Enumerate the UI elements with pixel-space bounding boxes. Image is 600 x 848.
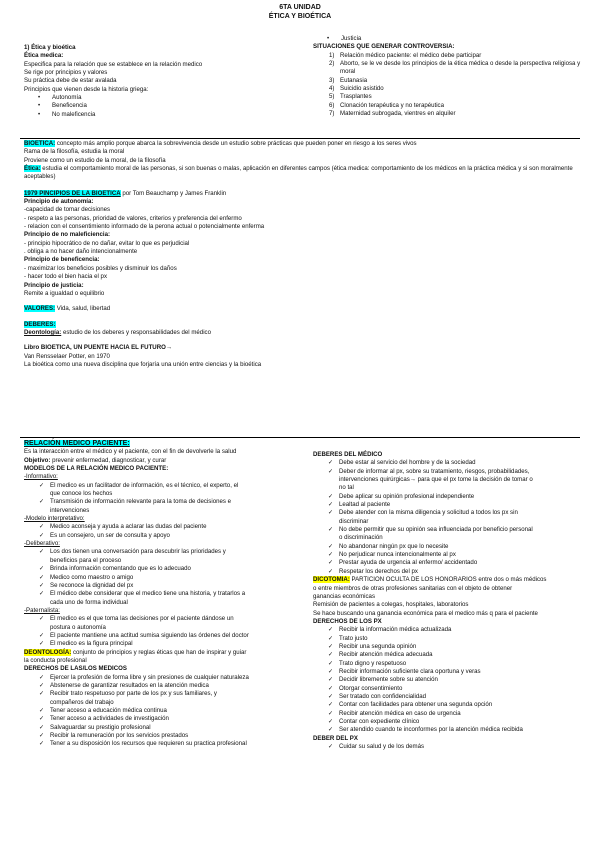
check-item [24,690,314,698]
item-text: Tener acceso a educación médica continua [50,707,167,714]
item-text: El medico es la figura principal [50,640,133,648]
check-item-continued [313,518,585,526]
item-text: Recibir una segunda opinión [339,642,417,650]
check-icon: ✓ [39,615,45,623]
item-text: Relación médico paciente: el médico debe participar [340,51,482,59]
item-number: 7) [329,110,335,118]
check-icon: ✓ [39,590,45,598]
controversy-item [313,52,585,60]
item-text: Deber de informar al px, sobre su tratamiento, riesgos, probabilidades, [339,467,530,475]
controversy-title: SITUACIONES QUE GENERAR CONTROVERSIA: [313,43,455,51]
check-item [24,590,314,598]
check-icon: ✓ [39,565,45,573]
page-subtitle: ÉTICA Y BIOÉTICA [268,13,332,20]
item-text: beneficios para el proceso [50,556,122,564]
divider [20,138,580,139]
check-icon: ✓ [328,492,334,500]
check-item [24,640,314,648]
deontologia-text: estudio de los deberes y responsabilidades del médico [61,328,211,336]
modelo-items [24,523,314,540]
item-text: El medico es el que toma las decisiones por el paciente dándose un [50,615,234,623]
check-icon: ✓ [328,509,334,517]
check-item [24,674,314,682]
check-icon: ✓ [328,501,334,509]
principio-item: - maximizar los beneficios posibles y disminuir los daños [24,264,177,272]
section-title: 1) Ética y bioética [24,44,76,51]
item-text: Debe aplicar su opinión profesional independiente [339,492,475,500]
text-line: o entre miembros de otras profesiones sanitarias con el objeto de obtener [313,584,513,592]
item-text: No debe permitir que su opinión sea influenciada por beneficio personal [339,526,533,534]
item-number: 2) [329,60,335,68]
check-item [24,574,314,582]
check-icon: ✓ [39,581,45,589]
check-icon: ✓ [328,651,334,659]
check-item-continued [313,534,585,542]
check-icon: ✓ [328,718,334,725]
check-icon: ✓ [328,709,334,717]
item-text: Recibir la remuneración por los servicios prestados [50,732,189,740]
item-text: Recibir la información médica actualizada [339,626,452,634]
check-item [313,651,585,659]
item-text: Medico como maestro o amigo [50,573,134,581]
item-text: Recibir atención médica en caso de urgencia [339,709,461,717]
section-etica-left [24,44,314,119]
check-icon: ✓ [39,481,45,489]
modelo-items [24,548,314,606]
item-text: Salvaguardar su prestigio profesional [50,723,151,731]
modelo-title: -Modelo interpretativo: [24,515,85,523]
item-text: Trasplantes [340,93,372,101]
check-icon: ✓ [328,459,334,467]
section-bioetica [24,140,584,369]
check-icon: ✓ [328,701,334,709]
check-item [313,568,585,576]
derechos-px-list [313,626,585,734]
check-icon: ✓ [39,715,45,723]
section-relacion-right [313,451,585,751]
item-text: o discriminación [339,534,383,542]
item-text: Se reconoce la dignidad del px [50,581,134,589]
check-icon: ✓ [39,732,45,740]
etica-text: estudia el comportamiento moral de las personas, si son buenas o malas, aplicación en diferentes campos (ética medica: comportamiento de los médicos en la práctica médica y si son moralmente aceptables) [24,165,573,181]
valores-label: VALORES: [24,305,56,313]
check-icon: ✓ [39,548,45,556]
section-etica-right [313,35,585,118]
deber-px-list [313,743,585,751]
text-line: Se rige por principios y valores [24,69,108,77]
item-text: Aborto, se le ve desde los principios de la ética médica o desde la perspectiva religiosa y moral [340,60,581,76]
check-item [313,543,585,551]
etica-medica-label: Ética medica: [24,52,64,60]
check-item [24,707,314,715]
principio-item: -capacidad de tomar decisiones [24,206,111,214]
check-icon: ✓ [328,634,334,642]
check-item [313,635,585,643]
check-item [24,523,314,531]
check-icon: ✓ [39,531,45,539]
item-text: Recibir atención médica adecuada [339,651,433,659]
item-text: discriminar [339,517,369,525]
check-icon: ✓ [39,723,45,731]
item-text: Respetar los derechos del px [339,567,418,575]
item-text: Tener acceso a actividades de investigación [50,715,169,723]
check-item [24,615,314,623]
principio-item: - respeto a las personas, prioridad de valores, criterios y preferencia del enfermo [24,214,242,222]
deber-px-title: DEBER DEL PX [313,734,358,742]
check-item [24,632,314,640]
text-line: Remisión de pacientes a colegas, hospitales, laboratorios [313,601,469,609]
item-text: Contar con facilidades para obtener una segunda opción [339,701,493,709]
list-item: • Beneficencia [24,102,314,110]
item-text: Los dos tienen una conversación para descubrir las prioridades y [50,548,226,556]
check-icon: ✓ [39,707,45,714]
item-text: No perjudicar nunca intencionalmente al px [339,551,456,559]
check-item [313,676,585,684]
check-icon: ✓ [39,498,45,506]
valores-text: Vida, salud, libertad [55,305,111,313]
check-item [24,498,314,506]
modelo-title: -Paternalista: [24,606,60,614]
item-text: Es un consejero, un ser de consulta y apoyo [50,531,170,539]
bioetica-text: concepto más amplio porque abarca la sobrevivencia desde un estudio sobre prácticas que pueden poner en riesgo a los seres vivos [55,140,417,147]
principio-item: . obliga a no hacer daño intencionalmente [24,248,138,256]
check-icon: ✓ [39,631,45,639]
text-line: Proviene como un estudio de la moral, de la filosofía [24,156,166,164]
item-text: Tener a su disposición los recursos que requieren su practica profesional [50,740,247,748]
check-icon: ✓ [328,667,334,675]
check-item [313,509,585,517]
controversy-item [313,93,585,101]
item-text: El paciente mantiene una actitud sumisa siguiendo las órdenes del doctor [50,631,249,639]
modelo-title: -Deliberativo: [24,540,60,548]
text-line: Su práctica debe de estar avalada [24,77,117,85]
item-text: Otorgar consentimiento [339,684,403,692]
check-item-continued [24,624,314,632]
item-text: El medico es un facilitador de información, es el técnico, el experto, el [50,481,239,489]
check-item-continued [313,484,585,492]
libro-author: Van Rensselaer Potter, en 1970 [24,352,110,360]
check-icon: ✓ [39,673,45,681]
check-item [24,548,314,556]
item-text: Ser tratado con confidencialidad [339,692,427,700]
check-icon: ✓ [39,690,45,698]
page-title: 6TA UNIDAD [279,4,321,11]
check-icon: ✓ [328,551,334,559]
modelo-title: -Informativo: [24,473,58,481]
dicotomia-label: DICOTOMIA: [313,576,350,584]
item-text: compañeros del trabajo [50,698,114,706]
check-icon: ✓ [328,743,334,751]
check-icon: ✓ [39,523,45,531]
section-relacion-left [24,440,314,749]
item-text: Eutanasia [340,76,368,84]
principio-item: - principio hipocrático de no dañar, evitar lo que es perjudicial [24,239,190,247]
check-item [24,740,314,748]
check-icon: ✓ [328,542,334,550]
check-icon: ✓ [39,640,45,648]
check-item [313,526,585,534]
item-text: Ejercer la profesión de forma libre y sin presiones de cualquier naturaleza [50,673,249,681]
check-item [313,643,585,651]
item-text: Ser atendido cuando te inconformes por la atención médica recibida [339,726,523,734]
item-text: no tal [339,484,354,492]
check-item [24,732,314,740]
check-item [313,493,585,501]
check-icon: ✓ [328,659,334,667]
check-item [24,724,314,732]
check-item [313,660,585,668]
check-item [313,718,585,726]
deberes-list [313,459,585,576]
objetivo-label: Objetivo: [24,456,51,464]
item-text: Debe estar al servicio del hombre y de la sociedad [339,459,476,467]
item-text: Lealtad al paciente [339,501,391,509]
item-text: Suicidio asistido [340,85,384,93]
item-number: 4) [329,85,335,93]
libro-title: Libro BIOETICA, UN PUENTE HACIA EL FUTURO→ [24,344,172,352]
controversy-item [313,102,585,110]
principios-groups [24,198,584,298]
check-item [24,565,314,573]
relacion-intro: Es la interacción entre el médico y el paciente, con el fin de devolverle la salud [24,448,237,456]
item-number: 3) [329,76,335,84]
check-icon: ✓ [328,559,334,567]
deontologia-label: Deontología: [24,328,62,336]
check-icon: ✓ [39,740,45,748]
item-text: Trato digno y respetuoso [339,659,407,667]
check-item [24,582,314,590]
list-item: • Justicia [313,35,585,43]
check-icon: ✓ [39,681,45,689]
item-text: postura o autonomía [50,623,106,631]
check-item-continued [313,476,585,484]
item-number: 6) [329,101,335,109]
deberes-label: DEBERES: [24,320,56,328]
controversy-item [313,77,585,85]
item-text: Recibir trato respetuoso por parte de los px y sus familiares, y [50,690,217,698]
principio-title: Principio de beneficencia: [24,256,100,264]
principio-title: Principio de no maleficiencia: [24,231,111,239]
check-item [24,482,314,490]
check-item-continued [24,507,314,515]
check-item [313,701,585,709]
item-text: Recibir información suficiente clara oportuna y veras [339,667,481,675]
item-text: Transmisión de información relevante para la toma de decisiones e [50,498,231,506]
check-icon: ✓ [328,692,334,700]
principio-item: - relacion con el consentimiento informado de la perona actual o potencialmente enferma [24,223,265,231]
check-item [313,501,585,509]
item-text: Medico aconseja y ayuda a aclarar las dudas del paciente [50,523,207,531]
controversy-item [313,85,585,93]
item-text: que conoce los hechos [50,490,113,498]
deontologia-text-2: la conducta profesional [24,656,87,664]
etica-label: Ética: [24,165,41,173]
text-line: ganancias económicas [313,592,375,600]
bioetica-label: BIOETICA: [24,140,56,147]
text-line: Se hace buscando una ganancia económica para el medico más q para el paciente [313,609,538,617]
check-icon: ✓ [328,642,334,650]
modelos-list [24,473,314,648]
principio-title: Principio de justicia: [24,281,84,289]
item-text: El médico debe considerar que el medico tiene una historia, y tratarlos a [50,590,246,598]
item-text: intervenciones quirúrgicas→ para que el px tome la decisión de tomar o [339,476,533,484]
divider [20,437,580,438]
check-icon: ✓ [328,567,334,575]
objetivo-text: prevenir enfermedad, diagnosticar, y curar [50,456,167,464]
modelo-items [24,615,314,648]
item-text: Abstenerse de garantizar resultados en la atención medica [50,681,209,689]
controversy-item [313,110,585,118]
check-item-continued [24,557,314,565]
item-text: Trato justo [339,634,368,642]
text-line: Rama de la filosofía, estudia la moral [24,148,125,156]
derechos-medicos-list [24,674,314,749]
deontologia-label: DEONTOLOGÍA: [24,648,72,656]
item-text: intervenciones [50,506,90,514]
derechos-medicos-title: DERECHOS DE LAS/LOS MEDICOS [24,665,127,673]
item-text: cada uno de forma individual [50,598,128,606]
check-item [24,715,314,723]
check-item [313,626,585,634]
check-item-continued [24,699,314,707]
controversy-list [313,52,585,119]
check-icon: ✓ [328,676,334,684]
libro-text: La bioética como una nueva disciplina que forjaría una unión entre ciencias y la bioética [24,360,262,368]
check-item [313,559,585,567]
check-item [24,532,314,540]
check-icon: ✓ [328,626,334,634]
check-item [313,459,585,467]
deberes-title: DEBERES DEL MÉDICO [313,451,383,458]
derechos-px-title: DERECHOS DE LOS PX [313,617,382,625]
item-number: 5) [329,93,335,101]
check-icon: ✓ [328,684,334,692]
check-item-continued [24,490,314,498]
item-text: Cuidar su salud y de los demás [339,743,425,751]
item-text: Decidir libremente sobre su atención [339,676,438,684]
check-item [313,710,585,718]
text-line: Especifica para la relación que se establece en la relación medico [24,60,203,68]
controversy-item [313,60,585,77]
item-text: Maternidad subrogada, vientres en alquiler [340,110,456,118]
item-text: Clonación terapéutica y no terapéutica [340,101,444,109]
check-item [313,468,585,476]
check-item [24,682,314,690]
relacion-title: RELACIÓN MEDICO PACIENTE: [24,440,130,447]
check-icon: ✓ [39,573,45,581]
item-text: Contar con expediente clínico [339,718,420,725]
list-item: • Autonomía [24,94,314,102]
dicotomia-text: PARTICION OCULTA DE LOS HONORARIOS entre dos o más médicos [349,576,547,584]
check-icon: ✓ [328,526,334,534]
principios-by: por Tom Beauchamp y James Franklin [120,189,227,197]
check-icon: ✓ [328,467,334,475]
principio-title: Principio de autonomía: [24,198,94,206]
text-line: Principios que vienen desde la historia griega: [24,85,149,93]
deontologia-text: conjunto de principios y reglas éticas que han de inspirar y guiar [71,648,247,656]
check-icon: ✓ [328,726,334,734]
list-item: • No maleficencia [24,111,314,119]
check-item [313,685,585,693]
item-text: Brinda información comentando que es lo adecuado [50,565,191,573]
check-item [313,668,585,676]
modelo-items [24,482,314,515]
item-text: No abandonar ningún px que lo necesite [339,542,449,550]
item-text: Prestar ayuda de urgencia al enfermo/ accidentado [339,559,478,567]
item-text: Debe atender con la misma diligencia y solicitud a todos los px sin [339,509,518,517]
principio-item: - hacer todo el bien hacia el px [24,273,107,281]
principio-item: Remite a igualdad o equilibrio [24,289,105,297]
check-item [313,693,585,701]
check-item-continued [24,599,314,607]
check-item [313,743,585,751]
modelos-title: MODELOS DE LA RELACIÓN MEDICO PACIENTE: [24,465,169,473]
principios-title: 1979 PINCIPIOS DE LA BIOETICA [24,189,121,197]
check-item [313,551,585,559]
check-item [313,726,585,734]
item-number: 1) [329,51,335,59]
